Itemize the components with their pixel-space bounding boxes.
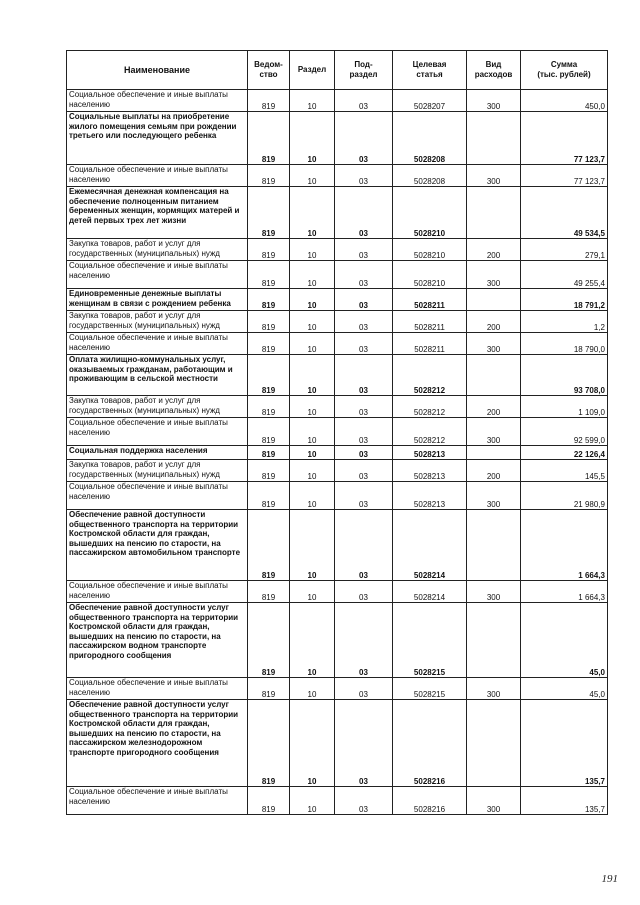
cell-target: 5028214: [393, 581, 467, 603]
cell-amount: 49 255,4: [521, 261, 608, 289]
cell-name: Социальное обеспечение и иные выплаты населению: [67, 678, 248, 700]
cell-amount: 22 126,4: [521, 446, 608, 460]
table-row: [67, 90, 608, 112]
cell-exptype: 300: [467, 90, 521, 112]
cell-dept: 819: [248, 482, 290, 510]
cell-dept: 819: [248, 355, 290, 396]
cell-dept: 819: [248, 700, 290, 787]
cell-name: Социальное обеспечение и иные выплаты населению: [67, 787, 248, 815]
cell-section: 10: [290, 460, 335, 482]
cell-section: 10: [290, 510, 335, 581]
cell-target: 5028215: [393, 603, 467, 678]
cell-target: 5028211: [393, 333, 467, 355]
table-row: [67, 603, 608, 678]
cell-exptype: 200: [467, 311, 521, 333]
budget-table: [66, 50, 608, 815]
cell-name: Социальное обеспечение и иные выплаты населению: [67, 581, 248, 603]
cell-exptype: 200: [467, 396, 521, 418]
cell-subsection: 03: [335, 581, 393, 603]
cell-section: 10: [290, 418, 335, 446]
cell-target: 5028207: [393, 90, 467, 112]
cell-exptype: 200: [467, 460, 521, 482]
cell-subsection: 03: [335, 603, 393, 678]
cell-target: 5028212: [393, 418, 467, 446]
cell-subsection: 03: [335, 787, 393, 815]
cell-target: 5028213: [393, 460, 467, 482]
cell-amount: 1 664,3: [521, 510, 608, 581]
cell-subsection: 03: [335, 355, 393, 396]
table-row: [67, 581, 608, 603]
cell-subsection: 03: [335, 418, 393, 446]
cell-section: 10: [290, 165, 335, 187]
cell-amount: 18 791,2: [521, 289, 608, 311]
cell-target: 5028214: [393, 510, 467, 581]
cell-subsection: 03: [335, 261, 393, 289]
header-amount: Сумма (тыс. рублей): [521, 51, 608, 90]
cell-exptype: [467, 289, 521, 311]
cell-amount: 49 534,5: [521, 187, 608, 239]
cell-subsection: 03: [335, 311, 393, 333]
cell-amount: 77 123,7: [521, 112, 608, 165]
cell-exptype: 300: [467, 482, 521, 510]
cell-section: 10: [290, 678, 335, 700]
table-row: [67, 289, 608, 311]
cell-section: 10: [290, 261, 335, 289]
cell-name: Обеспечение равной доступности общественного транспорта на территории Костромской области для граждан, вышедших на пенсию по старости, на пассажирском автомобильном транспорте: [67, 510, 248, 581]
cell-subsection: 03: [335, 482, 393, 510]
cell-section: 10: [290, 700, 335, 787]
cell-name: Социальное обеспечение и иные выплаты населению: [67, 333, 248, 355]
cell-section: 10: [290, 446, 335, 460]
cell-dept: 819: [248, 787, 290, 815]
cell-amount: 18 790,0: [521, 333, 608, 355]
cell-section: 10: [290, 603, 335, 678]
table-row: [67, 510, 608, 581]
cell-amount: 135,7: [521, 700, 608, 787]
cell-section: 10: [290, 333, 335, 355]
page-number: 191: [601, 873, 618, 885]
cell-subsection: 03: [335, 510, 393, 581]
cell-name: Закупка товаров, работ и услуг для государственных (муниципальных) нужд: [67, 239, 248, 261]
cell-dept: 819: [248, 460, 290, 482]
cell-exptype: 300: [467, 165, 521, 187]
header-exptype: Вид расходов: [467, 51, 521, 90]
cell-name: Социальные выплаты на приобретение жилого помещения семьям при рождении третьего или последующего ребенка: [67, 112, 248, 165]
table-row: [67, 460, 608, 482]
cell-section: 10: [290, 90, 335, 112]
cell-amount: 135,7: [521, 787, 608, 815]
cell-amount: 279,1: [521, 239, 608, 261]
cell-name: Социальное обеспечение и иные выплаты населению: [67, 90, 248, 112]
cell-dept: 819: [248, 333, 290, 355]
cell-amount: 93 708,0: [521, 355, 608, 396]
cell-amount: 45,0: [521, 678, 608, 700]
cell-subsection: 03: [335, 333, 393, 355]
cell-section: 10: [290, 289, 335, 311]
cell-target: 5028213: [393, 446, 467, 460]
cell-name: Обеспечение равной доступности услуг общественного транспорта на территории Костромской области для граждан, вышедших на пенсию по старости, на пассажирском железнодорожном транспорте пригородного сообщения: [67, 700, 248, 787]
cell-target: 5028210: [393, 187, 467, 239]
cell-amount: 1,2: [521, 311, 608, 333]
cell-dept: 819: [248, 239, 290, 261]
cell-name: Социальное обеспечение и иные выплаты населению: [67, 261, 248, 289]
cell-dept: 819: [248, 418, 290, 446]
header-name: Наименование: [67, 51, 248, 90]
cell-name: Закупка товаров, работ и услуг для государственных (муниципальных) нужд: [67, 311, 248, 333]
cell-target: 5028208: [393, 165, 467, 187]
cell-subsection: 03: [335, 446, 393, 460]
cell-amount: 21 980,9: [521, 482, 608, 510]
cell-subsection: 03: [335, 187, 393, 239]
cell-amount: 92 599,0: [521, 418, 608, 446]
cell-target: 5028210: [393, 239, 467, 261]
cell-name: Единовременные денежные выплаты женщинам в связи с рождением ребенка: [67, 289, 248, 311]
cell-exptype: [467, 112, 521, 165]
cell-subsection: 03: [335, 90, 393, 112]
table-row: [67, 355, 608, 396]
header-subsection: Под- раздел: [335, 51, 393, 90]
table-row: [67, 165, 608, 187]
table-body: [67, 90, 608, 815]
cell-dept: 819: [248, 311, 290, 333]
cell-name: Социальная поддержка населения: [67, 446, 248, 460]
table-row: [67, 482, 608, 510]
cell-amount: 77 123,7: [521, 165, 608, 187]
cell-amount: 145,5: [521, 460, 608, 482]
cell-amount: 1 109,0: [521, 396, 608, 418]
cell-name: Закупка товаров, работ и услуг для государственных (муниципальных) нужд: [67, 396, 248, 418]
cell-subsection: 03: [335, 289, 393, 311]
cell-name: Закупка товаров, работ и услуг для государственных (муниципальных) нужд: [67, 460, 248, 482]
cell-exptype: 200: [467, 239, 521, 261]
cell-dept: 819: [248, 510, 290, 581]
cell-subsection: 03: [335, 165, 393, 187]
table-row: [67, 112, 608, 165]
header-section: Раздел: [290, 51, 335, 90]
table-row: [67, 261, 608, 289]
table-row: [67, 700, 608, 787]
table-row: [67, 418, 608, 446]
cell-section: 10: [290, 311, 335, 333]
table-row: [67, 396, 608, 418]
table-header-row: [67, 51, 608, 90]
cell-exptype: 300: [467, 418, 521, 446]
cell-name: Оплата жилищно-коммунальных услуг, оказываемых гражданам, работающим и проживающим в сельской местности: [67, 355, 248, 396]
cell-target: 5028212: [393, 396, 467, 418]
cell-exptype: [467, 187, 521, 239]
table-row: [67, 333, 608, 355]
cell-amount: 1 664,3: [521, 581, 608, 603]
cell-name: Социальное обеспечение и иные выплаты населению: [67, 418, 248, 446]
cell-dept: 819: [248, 261, 290, 289]
cell-section: 10: [290, 396, 335, 418]
cell-dept: 819: [248, 581, 290, 603]
cell-section: 10: [290, 581, 335, 603]
cell-amount: 450,0: [521, 90, 608, 112]
cell-exptype: 300: [467, 678, 521, 700]
cell-target: 5028215: [393, 678, 467, 700]
cell-dept: 819: [248, 446, 290, 460]
cell-section: 10: [290, 239, 335, 261]
cell-exptype: 300: [467, 787, 521, 815]
cell-name: Социальное обеспечение и иные выплаты населению: [67, 482, 248, 510]
table-row: [67, 678, 608, 700]
cell-dept: 819: [248, 165, 290, 187]
cell-target: 5028212: [393, 355, 467, 396]
cell-section: 10: [290, 112, 335, 165]
cell-name: Ежемесячная денежная компенсация на обеспечение полноценным питанием беременных женщин, кормящих матерей и детей первых трех лет жизни: [67, 187, 248, 239]
cell-exptype: 300: [467, 333, 521, 355]
header-dept: Ведом- ство: [248, 51, 290, 90]
table-row: [67, 187, 608, 239]
cell-subsection: 03: [335, 239, 393, 261]
cell-exptype: [467, 355, 521, 396]
cell-section: 10: [290, 482, 335, 510]
table-row: [67, 311, 608, 333]
cell-amount: 45,0: [521, 603, 608, 678]
cell-exptype: 300: [467, 581, 521, 603]
cell-subsection: 03: [335, 700, 393, 787]
cell-dept: 819: [248, 603, 290, 678]
cell-section: 10: [290, 355, 335, 396]
cell-dept: 819: [248, 112, 290, 165]
cell-target: 5028211: [393, 289, 467, 311]
cell-exptype: [467, 700, 521, 787]
cell-section: 10: [290, 187, 335, 239]
cell-subsection: 03: [335, 396, 393, 418]
header-target: Целевая статья: [393, 51, 467, 90]
cell-target: 5028210: [393, 261, 467, 289]
cell-exptype: 300: [467, 261, 521, 289]
cell-target: 5028216: [393, 787, 467, 815]
table-row: [67, 446, 608, 460]
cell-exptype: [467, 603, 521, 678]
cell-target: 5028208: [393, 112, 467, 165]
cell-dept: 819: [248, 396, 290, 418]
cell-subsection: 03: [335, 460, 393, 482]
cell-name: Обеспечение равной доступности услуг общественного транспорта на территории Костромской области для граждан, вышедших на пенсию по старости, на пассажирском водном транспорте пригородного сообщения: [67, 603, 248, 678]
cell-exptype: [467, 446, 521, 460]
cell-target: 5028211: [393, 311, 467, 333]
table-row: [67, 239, 608, 261]
cell-dept: 819: [248, 187, 290, 239]
cell-name: Социальное обеспечение и иные выплаты населению: [67, 165, 248, 187]
cell-subsection: 03: [335, 678, 393, 700]
cell-dept: 819: [248, 90, 290, 112]
cell-target: 5028213: [393, 482, 467, 510]
cell-dept: 819: [248, 678, 290, 700]
cell-target: 5028216: [393, 700, 467, 787]
table-row: [67, 787, 608, 815]
cell-section: 10: [290, 787, 335, 815]
cell-subsection: 03: [335, 112, 393, 165]
cell-exptype: [467, 510, 521, 581]
cell-dept: 819: [248, 289, 290, 311]
